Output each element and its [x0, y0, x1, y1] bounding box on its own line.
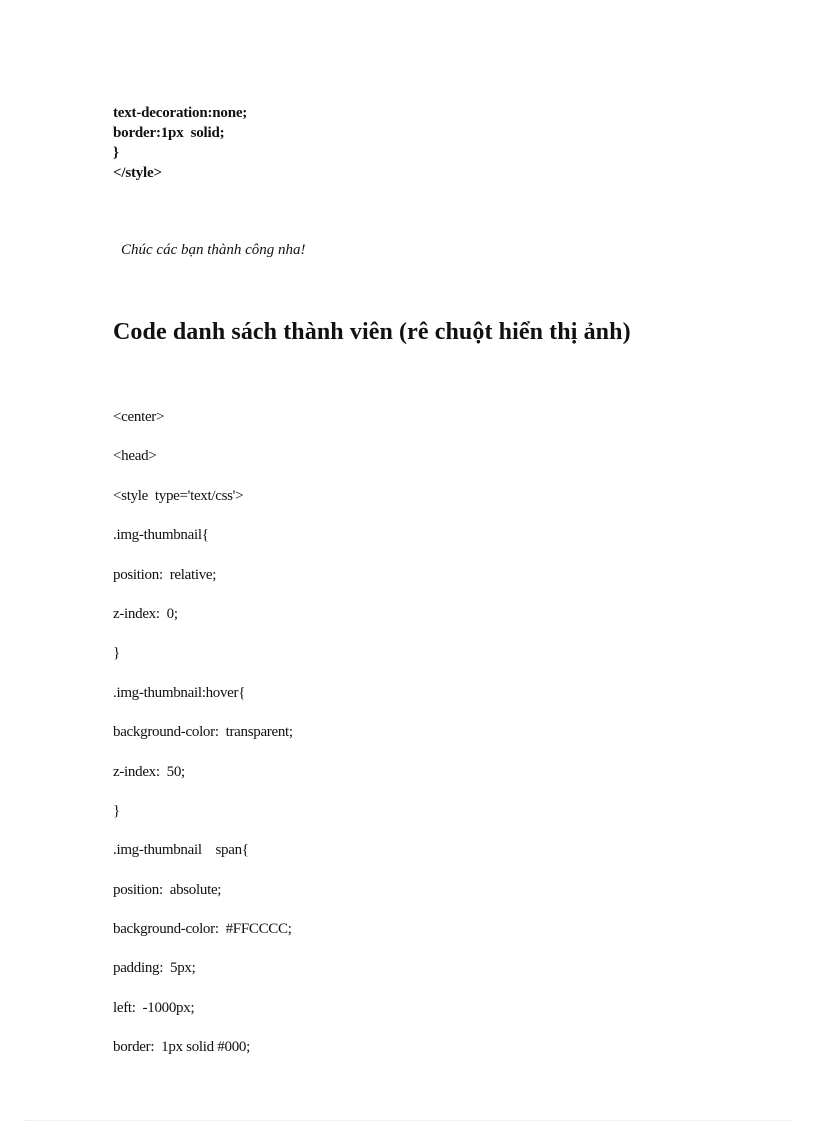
code-line: left: -1000px; [113, 999, 195, 1016]
code-line: .img-thumbnail{ [113, 527, 209, 544]
css-snippet-bold [113, 103, 247, 183]
section-heading: Code danh sách thành viên (rê chuột hiển thị ảnh) [113, 319, 631, 345]
code-listing [113, 407, 293, 1077]
code-line: z-index: 50; [113, 763, 185, 780]
code-line: <style type='text/css'> [113, 487, 244, 504]
code-line: } [113, 802, 120, 819]
code-line: position: absolute; [113, 881, 222, 898]
code-line: background-color: transparent; [113, 724, 293, 741]
code-line: .img-thumbnail span{ [113, 842, 249, 859]
code-line: z-index: 0; [113, 605, 178, 622]
code-line: border: 1px solid #000; [113, 1039, 250, 1056]
code-line: <center> [113, 409, 165, 425]
code-line: padding: 5px; [113, 960, 196, 977]
code-line: border:1px solid; [113, 125, 225, 141]
code-line: position: relative; [113, 566, 217, 583]
code-line: } [113, 645, 120, 662]
code-line: background-color: #FFCCCC; [113, 921, 292, 938]
closing-wish: Chúc các bạn thành công nha! [121, 242, 306, 258]
code-line: .img-thumbnail:hover{ [113, 684, 246, 701]
code-line: text-decoration:none; [113, 105, 248, 121]
code-line: <head> [113, 448, 157, 465]
page-bottom-divider [24, 1120, 792, 1121]
code-line: } [113, 145, 119, 161]
code-line: </style> [113, 165, 162, 181]
